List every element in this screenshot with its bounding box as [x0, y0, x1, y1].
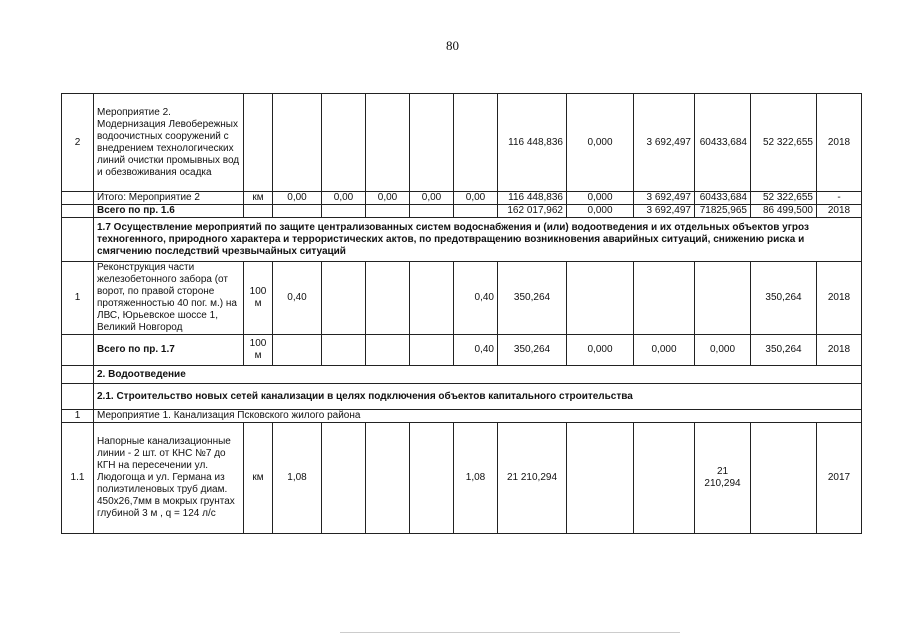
- quantity-cell: [366, 94, 410, 192]
- table-row-section-2-1: [62, 384, 862, 410]
- row-number: 1.1: [62, 423, 94, 534]
- cost-period-4: [751, 423, 817, 534]
- section-heading: 2. Водоотведение: [94, 366, 862, 384]
- quantity-cell: [410, 335, 454, 366]
- quantity-cell: [410, 94, 454, 192]
- measure-heading: Мероприятие 1. Канализация Псковского жилого района: [94, 410, 862, 423]
- row-number: 1: [62, 410, 94, 423]
- cost-period-3: 21 210,294: [695, 423, 751, 534]
- quantity-cell: [366, 262, 410, 335]
- cost-period-4: 52 322,655: [751, 94, 817, 192]
- total-label: Всего по пр. 1.6: [94, 205, 244, 218]
- cost-period-4: 350,264: [751, 262, 817, 335]
- quantity-cell: [273, 205, 322, 218]
- year-cell: 2018: [817, 262, 862, 335]
- quantity-cell: 0,00: [454, 192, 498, 205]
- table-row-section-1-7: [62, 218, 862, 262]
- year-cell: -: [817, 192, 862, 205]
- total-label: Итого: Мероприятие 2: [94, 192, 244, 205]
- unit-cell: 100 м: [244, 262, 273, 335]
- table-row-measure-2-total: [62, 192, 862, 205]
- quantity-cell: 0,40: [273, 262, 322, 335]
- row-number: [62, 218, 94, 262]
- quantity-cell: 0,40: [454, 262, 498, 335]
- measure-description: Мероприятие 2. Модернизация Левобережных водоочистных сооружений с внедрением технологических линий очистки промывных вод и обезвоживания осадка: [94, 94, 244, 192]
- cost-total: 21 210,294: [498, 423, 567, 534]
- row-number: [62, 366, 94, 384]
- quantity-cell: 0,00: [366, 192, 410, 205]
- cost-total: 350,264: [498, 335, 567, 366]
- quantity-cell: [366, 205, 410, 218]
- cost-period-2: 3 692,497: [634, 192, 695, 205]
- cost-period-1: [567, 423, 634, 534]
- measure-description: Напорные канализационные линии - 2 шт. от КНС №7 до КГН на пересечении ул. Людогоща и ул. Германа из полиэтиленовых труб диам. 450х26,7мм в мокрых грунтах глубиной 3 м , q = 124 л/с: [94, 423, 244, 534]
- total-label: Всего по пр. 1.7: [94, 335, 244, 366]
- cost-period-1: 0,000: [567, 335, 634, 366]
- row-number: [62, 205, 94, 218]
- cost-period-1: 0,000: [567, 192, 634, 205]
- section-heading: 2.1. Строительство новых сетей канализации в целях подключения объектов капитального строительства: [94, 384, 862, 410]
- quantity-cell: [410, 423, 454, 534]
- row-number: [62, 192, 94, 205]
- quantity-cell: [322, 94, 366, 192]
- cost-period-2: 3 692,497: [634, 94, 695, 192]
- cost-period-4: 52 322,655: [751, 192, 817, 205]
- quantity-cell: [322, 423, 366, 534]
- scan-artifact-line: [340, 632, 680, 633]
- table-row-measure-1: [62, 410, 862, 423]
- quantity-cell: 1,08: [273, 423, 322, 534]
- quantity-cell: 0,00: [322, 192, 366, 205]
- cost-period-4: 350,264: [751, 335, 817, 366]
- quantity-cell: [322, 335, 366, 366]
- year-cell: 2017: [817, 423, 862, 534]
- cost-period-2: [634, 423, 695, 534]
- quantity-cell: 0,40: [454, 335, 498, 366]
- cost-period-3: 60433,684: [695, 192, 751, 205]
- table-row-total-1-7: [62, 335, 862, 366]
- cost-period-3: 0,000: [695, 335, 751, 366]
- quantity-cell: [366, 423, 410, 534]
- cost-period-1: 0,000: [567, 94, 634, 192]
- cost-period-4: 86 499,500: [751, 205, 817, 218]
- year-cell: 2018: [817, 94, 862, 192]
- cost-total: 350,264: [498, 262, 567, 335]
- cost-total: 162 017,962: [498, 205, 567, 218]
- unit-cell: км: [244, 423, 273, 534]
- quantity-cell: 0,00: [410, 192, 454, 205]
- unit-cell: 100 м: [244, 335, 273, 366]
- quantity-cell: [322, 262, 366, 335]
- investment-table: [61, 93, 862, 534]
- quantity-cell: [410, 262, 454, 335]
- row-number: [62, 335, 94, 366]
- cost-period-1: 0,000: [567, 205, 634, 218]
- cost-period-3: [695, 262, 751, 335]
- page-number: 80: [446, 38, 459, 53]
- row-number: 2: [62, 94, 94, 192]
- cost-total: 116 448,836: [498, 192, 567, 205]
- table-row-total-1-6: [62, 205, 862, 218]
- quantity-cell: [410, 205, 454, 218]
- measure-description: Реконструкция части железобетонного забора (от ворот, по правой стороне протяженностью 40 пог. м.) на ЛВС, Юрьевское шоссе 1, Великий Новгород: [94, 262, 244, 335]
- quantity-cell: 1,08: [454, 423, 498, 534]
- cost-period-3: 60433,684: [695, 94, 751, 192]
- quantity-cell: [366, 335, 410, 366]
- unit-cell: [244, 205, 273, 218]
- section-heading: 1.7 Осуществление мероприятий по защите централизованных систем водоснабжения и (или) водоотведения и их отдельных объектов угроз техногенного, природного характера и террористических актов, по предотвращению возникновения аварийных ситуаций, снижению риска и смягчению последствий чрезвычайных ситуаций: [94, 218, 862, 262]
- table-row-section-2: [62, 366, 862, 384]
- quantity-cell: [273, 94, 322, 192]
- year-cell: 2018: [817, 205, 862, 218]
- row-number: [62, 384, 94, 410]
- cost-period-2: [634, 262, 695, 335]
- quantity-cell: [454, 94, 498, 192]
- unit-cell: [244, 94, 273, 192]
- table-row-1-1: [62, 423, 862, 534]
- cost-period-2: 3 692,497: [634, 205, 695, 218]
- year-cell: 2018: [817, 335, 862, 366]
- quantity-cell: [322, 205, 366, 218]
- table-row-measure-2: [62, 94, 862, 192]
- quantity-cell: [273, 335, 322, 366]
- cost-period-2: 0,000: [634, 335, 695, 366]
- unit-cell: км: [244, 192, 273, 205]
- table-row-fence-reconstruction: [62, 262, 862, 335]
- cost-period-3: 71825,965: [695, 205, 751, 218]
- cost-period-1: [567, 262, 634, 335]
- row-number: 1: [62, 262, 94, 335]
- cost-total: 116 448,836: [498, 94, 567, 192]
- quantity-cell: 0,00: [273, 192, 322, 205]
- quantity-cell: [454, 205, 498, 218]
